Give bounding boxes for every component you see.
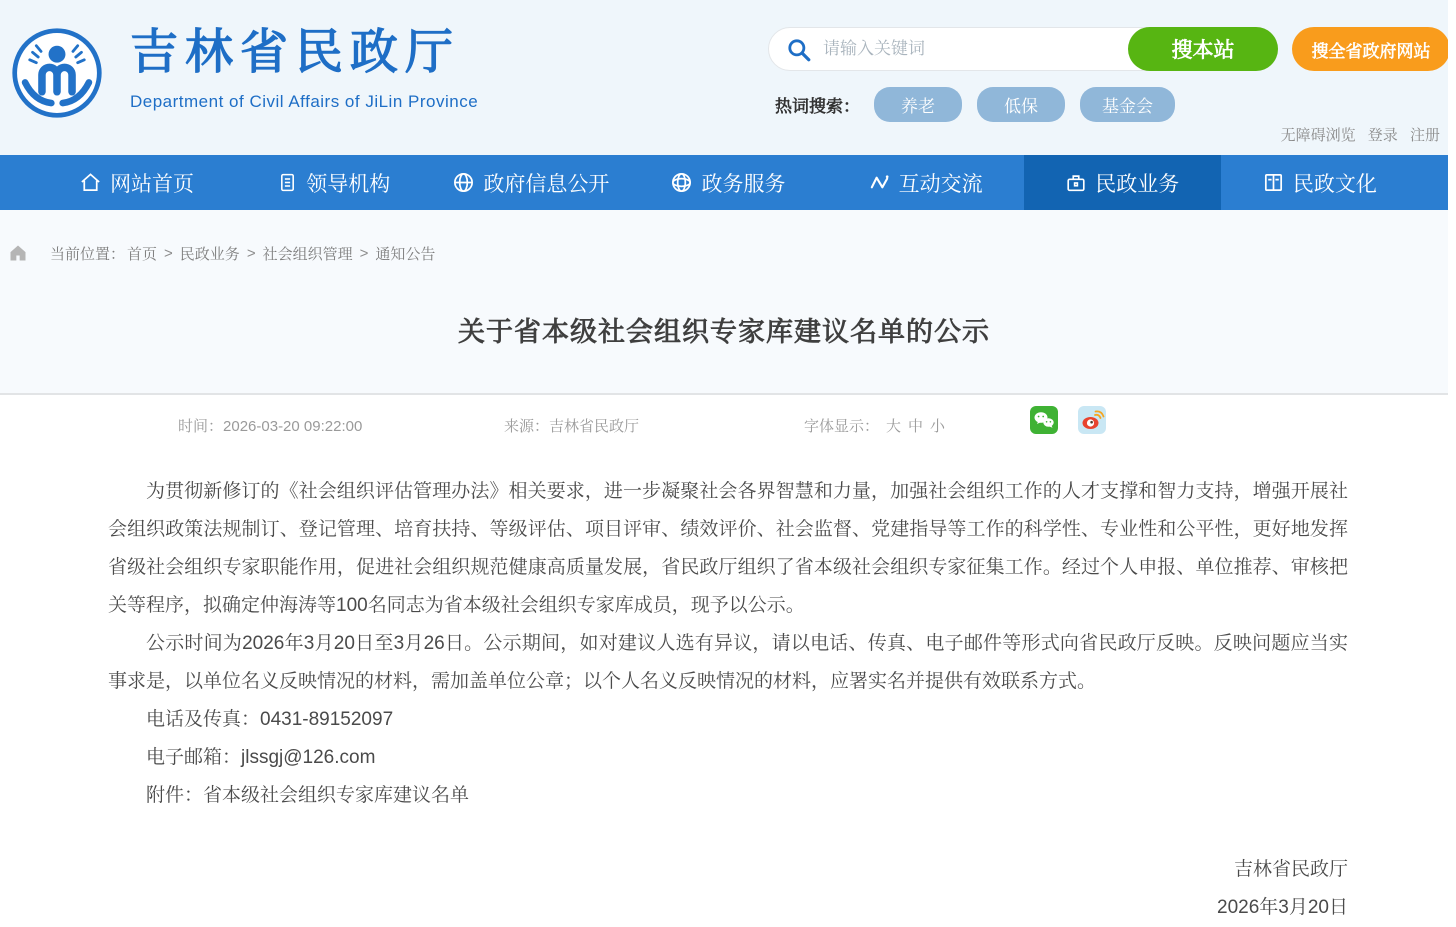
emblem-icon <box>10 26 104 120</box>
breadcrumb-home[interactable]: 首页 <box>127 245 158 263</box>
breadcrumb-separator: > <box>164 244 173 262</box>
article-container <box>108 395 1348 927</box>
breadcrumb <box>0 228 1448 278</box>
contact-phone: 电话及传真：0431-89152097 <box>146 709 394 730</box>
article-meta <box>108 395 1348 453</box>
nav-item-civil-culture[interactable] <box>1221 155 1418 210</box>
globe-icon <box>452 171 475 194</box>
paragraph: 公示时间为2026年3月20日至3月26日。公示期间，如对建议人选有异议，请以电话、传真、电子邮件等形式向省民政厅反映。反映问题应当实事求是，以单位名义反映情况的材料，需加盖单位公章；以个人名义反映情况的材料，应署实名并提供有效联系方式。 <box>108 633 1348 692</box>
meta-time-value: 2026-03-20 09:22:00 <box>223 418 363 435</box>
meta-font-display <box>804 415 945 436</box>
pulse-chat-icon <box>868 171 891 194</box>
breadcrumb-home-icon <box>8 243 28 263</box>
login-link[interactable]: 登录 <box>1367 127 1398 144</box>
font-size-medium[interactable]: 中 <box>908 418 924 435</box>
search-icon <box>786 37 812 63</box>
nav-label: 互动交流 <box>898 172 983 196</box>
nav-item-interaction[interactable] <box>827 155 1024 210</box>
search-site-button[interactable]: 搜本站 <box>1128 27 1278 71</box>
nav-label: 网站首页 <box>110 172 195 196</box>
breadcrumb-notices[interactable]: 通知公告 <box>375 245 436 263</box>
nav-item-gov-service[interactable] <box>629 155 826 210</box>
breadcrumb-civil-business[interactable]: 民政业务 <box>179 245 240 263</box>
site-logo[interactable] <box>10 22 478 120</box>
attachment-line <box>108 777 1348 815</box>
meta-source <box>504 415 639 436</box>
hot-search-label: 热词搜索： <box>775 97 860 116</box>
hot-search-row <box>775 87 1190 122</box>
home-icon <box>79 171 102 194</box>
document-icon <box>277 172 298 193</box>
breadcrumb-separator: > <box>246 244 256 262</box>
breadcrumb-label: 当前位置： <box>50 245 126 263</box>
search-province-button[interactable]: 搜全省政府网站 <box>1292 27 1450 71</box>
signature-block <box>108 851 1348 927</box>
site-name: 吉林省民政厅 <box>130 26 461 79</box>
signature-date: 2026年3月20日 <box>1217 897 1348 918</box>
site-subtitle: Department of Civil Affairs of JiLin Province <box>130 92 479 111</box>
accessibility-link[interactable]: 无障碍浏览 <box>1280 127 1356 144</box>
nav-item-leadership[interactable] <box>235 155 432 210</box>
meta-source-value: 吉林省民政厅 <box>549 418 640 435</box>
nav-item-gov-info[interactable] <box>432 155 629 210</box>
nav-label: 民政业务 <box>1095 172 1180 196</box>
hot-word-foundation[interactable]: 基金会 <box>1080 87 1175 122</box>
paragraph: 为贯彻新修订的《社会组织评估管理办法》相关要求，进一步凝聚社会各界智慧和力量，加强社会组织工作的人才支撑和智力支持，增强开展社会组织政策法规制订、登记管理、培育扶持、等级评估、项目评审、绩效评价、社会监督、党建指导等工作的科学性、专业性和公平性，更好地发挥省级社会组织专家职能作用，促进社会组织规范健康高质量发展，省民政厅组织了省本级社会组织专家征集工作。经过个人申报、单位推荐、审核把关等程序，拟确定仲海涛等100名同志为省本级社会组织专家库成员，现予以公示。 <box>108 481 1348 616</box>
signature-org: 吉林省民政厅 <box>1233 859 1348 880</box>
meta-time-label: 时间： <box>178 418 224 435</box>
font-size-large[interactable]: 大 <box>886 418 902 435</box>
font-size-small[interactable]: 小 <box>930 418 946 435</box>
hot-word-pension[interactable]: 养老 <box>874 87 962 122</box>
nav-label: 政府信息公开 <box>483 172 610 196</box>
attachment-label: 附件： <box>146 785 204 806</box>
title-band <box>0 210 1448 395</box>
contact-email: 电子邮箱：jlssgj@126.com <box>146 747 376 768</box>
register-link[interactable]: 注册 <box>1409 127 1440 144</box>
attachment-link[interactable]: 省本级社会组织专家库建议名单 <box>203 785 470 806</box>
nav-label: 政务服务 <box>701 172 786 196</box>
meta-source-label: 来源： <box>504 418 550 435</box>
breadcrumb-social-org[interactable]: 社会组织管理 <box>262 245 353 263</box>
nav-label: 民政文化 <box>1292 172 1377 196</box>
top-links <box>1273 124 1440 145</box>
weibo-share-icon[interactable] <box>1078 406 1106 434</box>
scrollbar-track[interactable] <box>1448 0 1456 880</box>
article-body <box>108 453 1348 815</box>
meta-font-label: 字体显示： <box>804 418 880 435</box>
meta-time <box>178 415 362 436</box>
briefcase-icon <box>1065 172 1087 194</box>
site-header <box>0 0 1456 155</box>
breadcrumb-separator: > <box>359 244 369 262</box>
book-icon <box>1262 171 1285 194</box>
wechat-share-icon[interactable] <box>1030 406 1058 434</box>
hot-word-dibao[interactable]: 低保 <box>977 87 1065 122</box>
article-title: 关于省本级社会组织专家库建议名单的公示 <box>458 317 990 347</box>
nav-item-civil-business[interactable] <box>1024 155 1221 210</box>
web-globe-icon <box>670 171 693 194</box>
nav-label: 领导机构 <box>306 172 391 196</box>
nav-item-home[interactable] <box>38 155 235 210</box>
main-nav <box>0 155 1456 210</box>
search-input[interactable] <box>823 30 1123 68</box>
